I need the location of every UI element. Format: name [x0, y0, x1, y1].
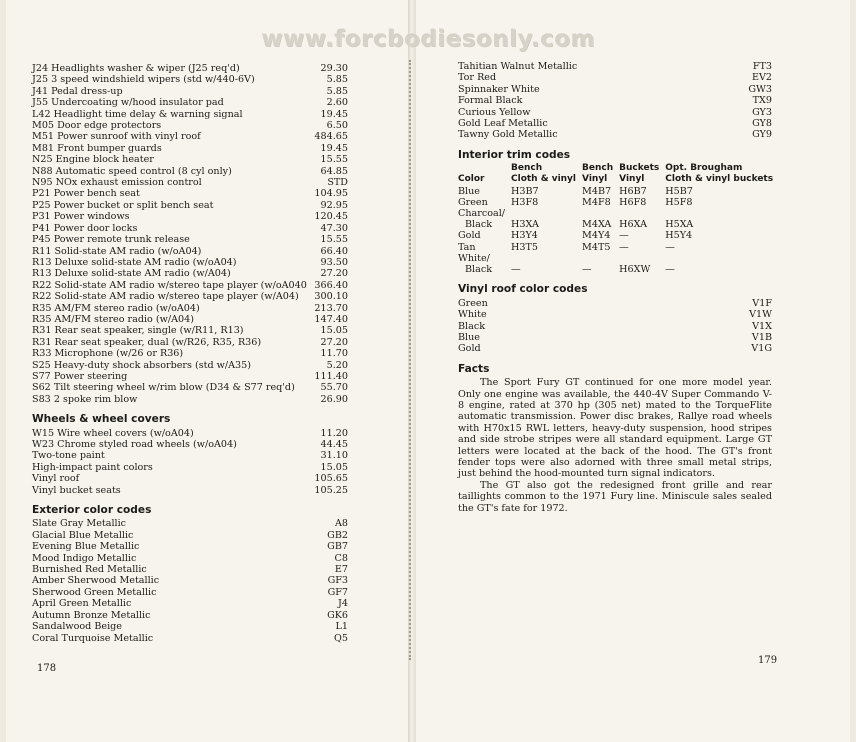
list-item — [32, 166, 348, 177]
item-code: 5.85 — [326, 74, 348, 86]
item-code: 66.40 — [320, 245, 348, 257]
item-code: 366.40 — [314, 279, 348, 291]
item-code: 27.20 — [320, 268, 348, 280]
item-label: Curious Yellow — [458, 106, 531, 118]
trim-header-cell: Cloth & vinyl buckets — [665, 174, 774, 185]
item-code: 300.10 — [314, 291, 348, 303]
item-label: M05 Door edge protectors — [32, 120, 162, 132]
item-code: 5.20 — [326, 359, 348, 371]
trim-code-cell: H5XA — [665, 219, 694, 231]
list-item — [32, 530, 348, 541]
vinyl-section-title: Vinyl roof color codes — [458, 283, 588, 296]
trim-code-cell — [582, 208, 619, 219]
list-item — [32, 439, 348, 450]
item-label: N95 NOx exhaust emission control — [32, 177, 202, 189]
item-code: 6.50 — [326, 120, 348, 132]
list-item — [458, 321, 772, 332]
item-label: R22 Solid-state AM radio w/stereo tape player (w/A04) — [32, 291, 299, 303]
vinyl-roof-list — [458, 298, 772, 355]
page-number-right: 179 — [758, 655, 778, 666]
list-item — [458, 118, 772, 129]
item-code: 64.85 — [320, 165, 348, 177]
trim-header-cell: Vinyl — [619, 174, 645, 185]
exterior-color-list — [32, 518, 348, 643]
list-item — [32, 314, 348, 325]
left-page-content — [32, 63, 348, 644]
item-label: Tawny Gold Metallic — [458, 129, 558, 141]
item-code: 31.10 — [320, 450, 348, 462]
item-label: R11 Solid-state AM radio (w/oA04) — [32, 245, 202, 257]
list-item — [32, 109, 348, 120]
trim-header-cell: Vinyl — [582, 174, 608, 185]
list-item — [32, 462, 348, 473]
table-row — [458, 242, 779, 253]
trim-code-cell — [665, 208, 779, 219]
trim-code-cell: H3Y4 — [511, 230, 538, 242]
list-item — [32, 211, 348, 222]
list-item — [32, 74, 348, 85]
page-number-left: 178 — [37, 663, 57, 674]
trim-code-cell: H3XA — [511, 219, 539, 231]
trim-code-cell: H5F8 — [665, 196, 693, 208]
item-label: W23 Chrome styled road wheels (w/oA04) — [32, 439, 237, 450]
item-label: R13 Deluxe solid-state AM radio (w/oA04) — [32, 256, 237, 268]
item-label: Black — [458, 320, 486, 332]
list-item — [32, 280, 348, 291]
item-code: 15.55 — [320, 154, 348, 166]
list-item — [32, 621, 348, 632]
item-code: 11.70 — [320, 348, 348, 360]
list-item — [32, 268, 348, 279]
list-item — [32, 553, 348, 564]
trim-code-cell: H5Y4 — [665, 230, 693, 242]
item-code: 93.50 — [320, 256, 348, 268]
item-label: P41 Power door locks — [32, 222, 138, 234]
list-item — [32, 382, 348, 393]
item-code: 29.30 — [320, 63, 348, 74]
list-item — [32, 97, 348, 108]
trim-color-cell: Blue — [458, 185, 480, 197]
trim-code-cell — [619, 208, 665, 219]
trim-header-cell: Opt. Brougham — [665, 163, 743, 174]
item-code: V1F — [752, 297, 772, 309]
item-code: GB2 — [327, 529, 348, 541]
list-item — [32, 633, 348, 644]
trim-code-cell: — — [619, 241, 629, 253]
options-price-list — [32, 63, 348, 405]
item-label: J41 Pedal dress-up — [32, 85, 123, 97]
item-label: P25 Power bucket or split bench seat — [32, 199, 214, 211]
facts-section-title: Facts — [458, 362, 490, 375]
item-code: 105.25 — [314, 484, 348, 496]
list-item — [32, 246, 348, 257]
trim-color-cell: Tan — [458, 241, 476, 253]
trim-code-cell — [511, 253, 582, 264]
item-label: Autumn Bronze Metallic — [32, 609, 151, 621]
item-code: A8 — [334, 518, 348, 530]
item-label: M81 Front bumper guards — [32, 142, 162, 154]
item-label: S25 Heavy-duty shock absorbers (std w/A35) — [32, 359, 251, 371]
facts-paragraph-2: The GT also got the redesigned front grille and rear taillights common to the 1971 Fury line. Miniscule sales sealed the GT's fate for 1972. — [458, 479, 772, 514]
item-label: N25 Engine block heater — [32, 154, 154, 166]
interior-section-title: Interior trim codes — [458, 148, 571, 161]
item-label: Amber Sherwood Metallic — [32, 575, 160, 587]
item-code: 44.45 — [320, 439, 348, 450]
trim-code-cell: H3T5 — [511, 241, 538, 253]
item-label: S62 Tilt steering wheel w/rim blow (D34 & S77 req'd) — [32, 382, 295, 394]
list-item — [32, 303, 348, 314]
item-code: 11.20 — [320, 427, 348, 439]
item-label: P45 Power remote trunk release — [32, 234, 190, 246]
list-item — [32, 598, 348, 609]
list-item — [32, 428, 348, 439]
item-label: P31 Power windows — [32, 211, 130, 223]
facts-paragraph-1: The Sport Fury GT continued for one more model year. Only one engine was available, the 440-4V Super Commando V-8 engine, rated at 370 hp (305 net) mated to the TorqueFlite automatic transmission. Power disc brakes, Rallye road wheels with H70x15 RWL letters, heavy-duty suspension, hood stripes and side strobe stripes were all standard equipment. Large GT letters were located at the back of the hood. The GT's front fender tops were also adorned with three small metal strips, just behind the hood-mounted turn signal indicators. — [458, 377, 772, 480]
binding-holes — [409, 60, 414, 660]
trim-header-row-1 — [458, 163, 779, 174]
trim-code-cell: — — [582, 264, 592, 276]
trim-code-cell: H6F8 — [619, 196, 647, 208]
trim-code-cell — [619, 253, 665, 264]
item-label: J55 Undercoating w/hood insulator pad — [32, 97, 224, 109]
item-code: Q5 — [334, 632, 348, 644]
trim-code-cell: M4XA — [582, 219, 612, 231]
table-row — [458, 230, 779, 241]
right-page-content — [458, 61, 772, 514]
item-label: Tahitian Walnut Metallic — [458, 61, 578, 72]
list-item — [458, 129, 772, 140]
item-code: 55.70 — [320, 382, 348, 394]
list-item — [32, 518, 348, 529]
list-item — [32, 575, 348, 586]
trim-color-cell: Green — [458, 196, 488, 208]
item-label: Vinyl roof — [32, 473, 80, 485]
item-code: E7 — [334, 564, 348, 576]
facts-text — [458, 377, 772, 514]
item-code: 15.05 — [320, 461, 348, 473]
item-code: 92.95 — [320, 199, 348, 211]
trim-color-cell: Black — [465, 219, 493, 231]
item-label: W15 Wire wheel covers (w/oA04) — [32, 427, 194, 439]
item-label: White — [458, 309, 487, 321]
list-item — [32, 200, 348, 211]
trim-code-cell: M4T5 — [582, 241, 611, 253]
item-label: R35 AM/FM stereo radio (w/oA04) — [32, 302, 200, 314]
list-item — [32, 587, 348, 598]
item-code: STD — [327, 177, 348, 189]
item-code: V1X — [752, 320, 772, 332]
trim-code-cell — [511, 208, 582, 219]
list-item — [32, 291, 348, 302]
list-item — [458, 107, 772, 118]
item-code: GY8 — [752, 118, 772, 130]
item-label: R13 Deluxe solid-state AM radio (w/A04) — [32, 268, 231, 280]
list-item — [32, 394, 348, 405]
item-label: R31 Rear seat speaker, dual (w/R26, R35, R36) — [32, 336, 262, 348]
item-label: Spinnaker White — [458, 83, 540, 95]
trim-code-cell: M4B7 — [582, 185, 612, 197]
list-item — [458, 95, 772, 106]
trim-code-cell — [665, 253, 779, 264]
trim-header-cell: Buckets — [619, 163, 660, 174]
item-code: 484.65 — [314, 131, 348, 143]
item-label: J24 Headlights washer & wiper (J25 req'd) — [32, 63, 240, 74]
item-code: 19.45 — [320, 142, 348, 154]
item-label: Gold Leaf Metallic — [458, 118, 548, 130]
watermark: www.forcbodiesonly.com — [261, 26, 595, 52]
trim-code-cell: H3B7 — [511, 185, 539, 197]
exterior-color-list-continued — [458, 61, 772, 141]
item-code: 147.40 — [314, 313, 348, 325]
item-code: V1B — [751, 331, 772, 343]
list-item — [32, 541, 348, 552]
list-item — [458, 332, 772, 343]
table-row — [458, 219, 779, 230]
item-code: V1W — [749, 309, 772, 321]
item-label: Green — [458, 297, 488, 309]
trim-header-cell: Cloth & vinyl — [511, 174, 577, 185]
trim-code-cell: H3F8 — [511, 196, 539, 208]
item-label: N88 Automatic speed control (8 cyl only) — [32, 165, 232, 177]
trim-code-cell: H6XA — [619, 219, 648, 231]
list-item — [32, 371, 348, 382]
list-item — [32, 348, 348, 359]
item-code: L1 — [335, 621, 348, 633]
trim-code-cell: M4F8 — [582, 196, 611, 208]
item-code: 111.40 — [314, 370, 348, 382]
item-label: P21 Power bench seat — [32, 188, 140, 200]
item-code: GB7 — [327, 541, 348, 553]
item-code: GF3 — [327, 575, 348, 587]
table-row — [458, 208, 779, 219]
wheels-section-title: Wheels & wheel covers — [32, 413, 171, 426]
item-label: L42 Headlight time delay & warning signal — [32, 108, 243, 120]
item-code: GF7 — [327, 586, 348, 598]
list-item — [32, 610, 348, 621]
list-item — [32, 154, 348, 165]
item-label: Formal Black — [458, 95, 523, 107]
item-label: High-impact paint colors — [32, 461, 153, 473]
exterior-section-title: Exterior color codes — [32, 504, 152, 517]
list-item — [32, 564, 348, 575]
trim-color-cell: White/ — [458, 252, 490, 264]
item-code: TX9 — [752, 95, 772, 107]
trim-code-cell: M4Y4 — [582, 230, 611, 242]
item-label: Sherwood Green Metallic — [32, 586, 157, 598]
item-label: Vinyl bucket seats — [32, 484, 121, 496]
list-item — [32, 120, 348, 131]
trim-code-cell: H5B7 — [665, 185, 693, 197]
list-item — [32, 177, 348, 188]
list-item — [458, 309, 772, 320]
item-label: M51 Power sunroof with vinyl roof — [32, 131, 201, 143]
item-label: Glacial Blue Metallic — [32, 529, 134, 541]
list-item — [458, 298, 772, 309]
list-item — [458, 84, 772, 95]
item-code: 5.85 — [326, 85, 348, 97]
table-row — [458, 186, 779, 197]
item-code: 104.95 — [314, 188, 348, 200]
item-label: S77 Power steering — [32, 370, 128, 382]
item-code: 15.05 — [320, 325, 348, 337]
list-item — [32, 485, 348, 496]
item-label: Coral Turquoise Metallic — [32, 632, 154, 644]
item-label: Tor Red — [458, 72, 497, 84]
item-label: Blue — [458, 331, 480, 343]
item-code: 15.55 — [320, 234, 348, 246]
trim-color-cell: Charcoal/ — [458, 208, 505, 220]
item-label: Two-tone paint — [32, 450, 105, 462]
list-item — [32, 450, 348, 461]
item-code: GK6 — [327, 609, 348, 621]
item-label: R31 Rear seat speaker, single (w/R11, R13) — [32, 325, 244, 337]
item-code: V1G — [751, 343, 772, 355]
trim-code-cell: — — [665, 264, 675, 276]
item-code: 213.70 — [314, 302, 348, 314]
item-code: FT3 — [752, 61, 772, 72]
list-item — [32, 188, 348, 199]
list-item — [32, 63, 348, 74]
wheels-price-list — [32, 428, 348, 496]
list-item — [32, 131, 348, 142]
item-label: R22 Solid-state AM radio w/stereo tape player (w/oA040 — [32, 279, 307, 291]
trim-header-row-2 — [458, 174, 779, 185]
item-code: EV2 — [751, 72, 772, 84]
list-item — [458, 61, 772, 72]
item-code: GW3 — [748, 83, 772, 95]
table-row — [458, 197, 779, 208]
item-code: GY3 — [752, 106, 772, 118]
list-item — [32, 86, 348, 97]
table-row — [458, 253, 779, 264]
item-code: 47.30 — [320, 222, 348, 234]
item-code: J4 — [338, 598, 348, 610]
trim-header-cell — [458, 163, 511, 174]
trim-header-cell: Bench — [582, 163, 614, 174]
trim-code-cell: H6XW — [619, 264, 651, 276]
table-row — [458, 264, 779, 275]
list-item — [32, 143, 348, 154]
trim-color-cell: Black — [465, 264, 493, 276]
trim-code-cell — [582, 253, 619, 264]
list-item — [32, 234, 348, 245]
trim-header-cell: Color — [458, 174, 485, 185]
trim-code-cell: H6B7 — [619, 185, 647, 197]
list-item — [458, 343, 772, 354]
item-code: 27.20 — [320, 336, 348, 348]
item-label: Mood Indigo Metallic — [32, 552, 137, 564]
item-code: 120.45 — [314, 211, 348, 223]
list-item — [32, 473, 348, 484]
trim-header-cell: Bench — [511, 163, 543, 174]
trim-color-cell: Gold — [458, 230, 481, 242]
item-label: April Green Metallic — [32, 598, 132, 610]
interior-trim-table — [458, 163, 779, 275]
trim-code-cell: — — [665, 241, 675, 253]
item-label: Sandalwood Beige — [32, 621, 122, 633]
item-label: R33 Microphone (w/26 or R36) — [32, 348, 184, 360]
item-label: Slate Gray Metallic — [32, 518, 127, 530]
item-code: 19.45 — [320, 108, 348, 120]
trim-code-cell: — — [511, 264, 521, 276]
list-item — [32, 223, 348, 234]
item-code: 2.60 — [326, 97, 348, 109]
item-label: S83 2 spoke rim blow — [32, 393, 138, 405]
list-item — [32, 257, 348, 268]
list-item — [32, 337, 348, 348]
item-label: Evening Blue Metallic — [32, 541, 140, 553]
item-label: Gold — [458, 343, 481, 355]
trim-code-cell: — — [619, 230, 629, 242]
item-label: Burnished Red Metallic — [32, 564, 147, 576]
item-label: R35 AM/FM stereo radio (w/A04) — [32, 313, 194, 325]
item-code: GY9 — [752, 129, 772, 141]
item-label: J25 3 speed windshield wipers (std w/440-6V) — [32, 74, 255, 86]
item-code: 105.65 — [314, 473, 348, 485]
list-item — [32, 325, 348, 336]
list-item — [458, 72, 772, 83]
item-code: 26.90 — [320, 393, 348, 405]
list-item — [32, 360, 348, 371]
item-code: C8 — [334, 552, 348, 564]
